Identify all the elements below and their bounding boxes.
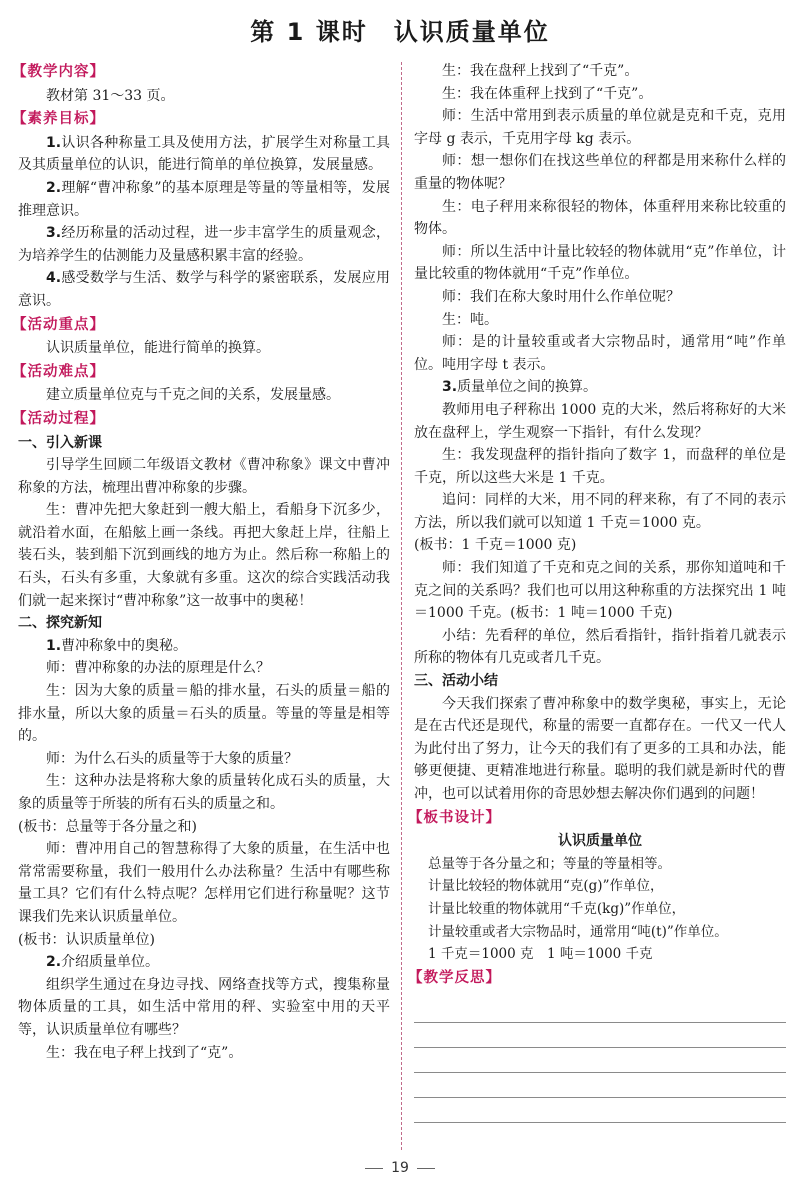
section-tag-reflection: 【教学反思】 [408,969,501,986]
page-number: 19 [391,1160,409,1176]
goal-item [18,267,390,312]
paragraph: 小结：先看秤的单位，然后看指针，指针指着几就表示所称的物体有几克或者几千克。 [414,627,786,667]
paragraph: 师：是的计量较重或者大宗物品时，通常用“吨”作单位。吨用字母 t 表示。 [414,334,786,373]
reflection-writing-lines [414,998,786,1123]
column-divider [401,62,402,1150]
paragraph: 生：曹冲先把大象赶到一艘大船上，看船身下沉多少，就沿着水面，在船舷上画一条线。再把大象赶上岸，往船上装石头，装到船下沉到画线的地方为止。然后称一称船上的石头，石头有多重，大象就有多重。这次的综合实践活动我们就一起来探讨“曹冲称象”这一故事中的奥秘！ [18,502,390,609]
board-line: 计量比较轻的物体就用“克(g)”作单位， [428,878,664,895]
paragraph: 师：我们知道了千克和克之间的关系，那你知道吨和千克之间的关系吗？我们也可以用这种称重的方法探究出 1 吨＝1000 千克。(板书：1 吨＝1000 千克) [414,560,786,622]
right-column [408,60,786,1123]
paragraph: 师：所以生活中计量比较轻的物体就用“克”作单位，计量比较重的物体就用“千克”作单位。 [414,243,786,283]
goal-item [18,222,390,267]
writing-line [414,998,786,1023]
paragraph: 生：我在电子秤上找到了“克”。 [46,1044,243,1061]
paragraph: 生：我在盘秤上找到了“千克”。 [442,63,639,79]
paragraph: 生：我在体重秤上找到了“千克”。 [442,85,653,102]
paragraph: 生：电子秤用来称很轻的物体，体重秤用来称比较重的物体。 [414,198,786,238]
paragraph: 组织学生通过在身边寻找、网络查找等方式，搜集称量物体质量的工具，如生活中常用的秤、实验室中用的天平等，认识质量单位有哪些？ [18,976,390,1038]
difficult-text: 建立质量单位克与千克之间的关系，发展量感。 [46,387,340,404]
writing-line [414,1098,786,1123]
paragraph: 引导学生回顾二年级语文教材《曹冲称象》课文中曹冲称象的方法，梳理出曹冲称象的步骤。 [18,457,390,496]
footer-dash [365,1168,383,1169]
paragraph: 师：曹冲用自己的智慧称得了大象的质量，在生活中也常常需要称量，我们一般用什么办法称量？生活中有哪些称量工具？它们有什么特点呢？怎样用它们进行称量呢？这节课我们先来认识质量单位。 [18,841,390,925]
paragraph: 师：我们在称大象时用什么作单位呢？ [442,288,680,305]
left-column [12,60,390,1064]
subsection-heading [18,951,390,974]
goal-number: 3. [46,225,62,242]
subsection-number: 1. [46,637,62,654]
board-title: 认识质量单位 [558,833,642,850]
board-line: 计量较重或者大宗物品时，通常用“吨(t)”作单位。 [428,923,728,940]
goal-number: 2. [46,179,62,196]
paragraph: 教师用电子秤称出 1000 克的大米，然后将称好的大米放在盘秤上，学生观察一下指针，有什么发现？ [414,401,786,441]
section-tag-board: 【板书设计】 [408,809,501,826]
paragraph: 生：吨。 [442,311,498,328]
board-line: 总量等于各分量之和；等量的等量相等。 [428,855,671,872]
section-tag-key: 【活动重点】 [12,316,105,333]
content-text: 教材第 31～33 页。 [46,87,175,104]
goal-number: 1. [46,134,62,151]
section-tag-process: 【活动过程】 [12,410,105,427]
page-title: 第 1 课时 认识质量单位 [250,18,550,46]
paragraph: 追问：同样的大米，用不同的秤来称，有了不同的表示方法，所以我们就可以知道 1 千克＝1000 克。 [414,492,786,531]
subsection-number: 2. [46,954,62,971]
paragraph: 生：因为大象的质量＝船的排水量，石头的质量＝船的排水量，所以大象的质量＝石头的质量。等量的等量是相等的。 [18,683,390,745]
section-heading-explore: 二、探究新知 [18,615,102,632]
board-note: (板书：总量等于各分量之和) [18,818,197,835]
writing-line [414,1023,786,1048]
section-tag-difficult: 【活动难点】 [12,363,105,380]
subsection-title: 质量单位之间的换算。 [457,379,598,396]
subsection-title: 曹冲称象中的奥秘。 [61,637,188,654]
goal-item [18,132,390,177]
board-line: 计量比较重的物体就用“千克(kg)”作单位， [428,900,686,917]
section-tag-content: 【教学内容】 [12,64,105,80]
paragraph: 师：想一想你们在找这些单位的秤都是用来称什么样的重量的物体呢？ [414,153,786,192]
writing-line [414,1073,786,1098]
goal-text: 认识各种称量工具及使用方法，扩展学生对称量工具及其质量单位的认识，能进行简单的单位换算，发展量感。 [18,134,390,174]
paragraph: 今天我们探索了曹冲称象中的数学奥秘，事实上，无论是在古代还是现代，称量的需要一直都存在。一代又一代人为此付出了努力，让今天的我们有了更多的工具和办法，能够更便捷、更精准地进行称量。聪明的我们就是新时代的曹冲，也可以试着用你的奇思妙想去解决你们遇到的问题！ [414,695,786,802]
page-footer [0,1160,800,1176]
writing-line [414,1048,786,1073]
goal-text: 经历称量的活动过程，进一步丰富学生的质量观念，为培养学生的估测能力及量感积累丰富的经验。 [18,225,390,264]
section-tag-goals: 【素养目标】 [12,111,105,128]
section-heading-intro: 一、引入新课 [18,434,102,451]
goal-number: 4. [46,270,62,287]
subsection-heading [18,635,390,658]
board-note: (板书：1 千克＝1000 克) [414,537,577,554]
key-text: 认识质量单位，能进行简单的换算。 [46,340,270,357]
section-heading-summary: 三、活动小结 [414,673,498,690]
goal-item [18,177,390,222]
subsection-heading [414,376,786,399]
paragraph: 生：这种办法是将称大象的质量转化成石头的质量，大象的质量等于所装的所有石头的质量之和。 [18,773,390,812]
board-line: 1 千克＝1000 克 1 吨＝1000 千克 [428,946,653,963]
goal-text: 理解“曹冲称象”的基本原理是等量的等量相等，发展推理意识。 [18,179,390,219]
footer-dash [417,1168,435,1169]
paragraph: 师：曹冲称象的办法的原理是什么？ [46,660,270,677]
board-note: (板书：认识质量单位) [18,931,155,948]
subsection-number: 3. [442,379,458,396]
paragraph: 师：生活中常用到表示质量的单位就是克和千克，克用字母 g 表示，千克用字母 kg 表示。 [414,108,786,147]
subsection-title: 介绍质量单位。 [61,954,160,971]
goal-text: 感受数学与生活、数学与科学的紧密联系，发展应用意识。 [18,270,390,309]
paragraph: 师：为什么石头的质量等于大象的质量？ [46,750,298,767]
paragraph: 生：我发现盘秤的指针指向了数字 1，而盘秤的单位是千克，所以这些大米是 1 千克。 [414,447,786,486]
